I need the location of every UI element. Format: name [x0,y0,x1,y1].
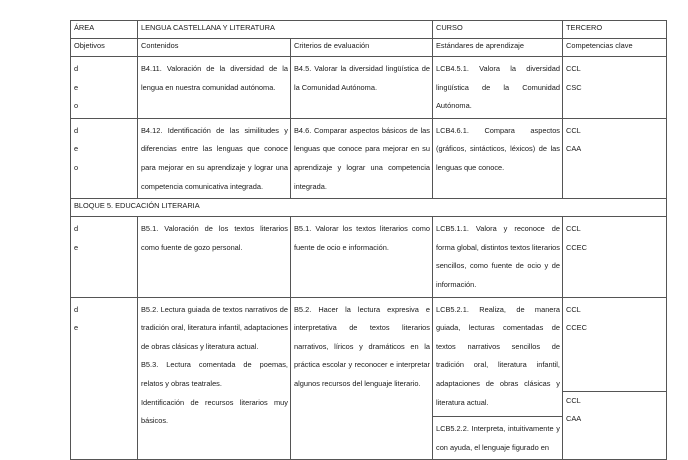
objetivo-item: e [74,82,79,92]
competencia-item: CAA [566,144,582,154]
objetivos-cell [71,57,138,119]
criterios-cell: B5.1. Valorar los textos literarios como fuente de ocio e información. [291,217,433,297]
objetivo-item: d [74,125,79,135]
block-title-row [71,199,667,217]
col-contenidos: Contenidos [138,39,291,57]
criterios-cell: B4.6. Comparar aspectos básicos de las lenguas que conoce para mejorar en su aprendizaje y lograr una competencia integrada. [291,118,433,198]
contenido-paragraph: B5.3. Lectura comentada de poemas, relatos y obras teatrales. [141,360,288,388]
objetivo-item: d [74,304,79,314]
objetivo-item: e [74,323,79,333]
contenidos-cell: B4.11. Valoración de la diversidad de la lengua en nuestra comunidad autónoma. [138,57,291,119]
col-competencias: Competencias clave [563,39,667,57]
curriculum-table-sheet [70,20,667,460]
competencia-item: CCL [566,304,581,314]
table-row [71,57,667,119]
objetivos-cell [71,297,138,460]
estandar-item: LCB5.2.1. Realiza, de manera guiada, lecturas comentadas de textos narrativos sencillos de tradición oral, literatura infantil, adaptaciones de obras clásicas y literatura actual. [433,301,562,418]
block-title: BLOQUE 5. EDUCACIÓN LITERARIA [71,199,667,217]
contenidos-cell: B5.1. Valoración de los textos literarios como fuente de gozo personal. [138,217,291,297]
col-estandares: Estándares de aprendizaje [433,39,563,57]
estandares-cell: LCB5.1.1. Valora y reconoce de forma global, distintos textos literarios sencillos, como fuente de ocio y de información. [433,217,563,297]
contenido-paragraph: Identificación de recursos literarios muy básicos. [141,397,288,426]
competencias-cell [563,217,667,297]
area-value: LENGUA CASTELLANA Y LITERATURA [138,21,433,39]
estandares-cell [433,297,563,460]
contenido-paragraph: B5.2. Lectura guiada de textos narrativos de tradición oral, literatura infantil, adaptaciones de obras clásicas y literatura actual. [141,304,288,351]
competencia-item: CSC [566,82,582,92]
area-header-row [71,21,667,39]
competencia-item: CCEC [566,242,587,252]
competencia-item: CAA [566,414,582,424]
estandares-cell: LCB4.5.1. Valora la diversidad lingüística de la Comunidad Autónoma. [433,57,563,119]
objetivo-item: o [74,162,79,172]
column-header-row [71,39,667,57]
competencia-item: CCL [566,224,581,234]
table-row [71,217,667,297]
competencias-cell [563,297,667,460]
objetivo-item: e [74,242,79,252]
col-criterios: Criterios de evaluación [291,39,433,57]
objetivos-cell [71,217,138,297]
estandares-cell: LCB4.6.1. Compara aspectos (gráficos, sintácticos, léxicos) de las lenguas que conoce. [433,118,563,198]
table-row [71,118,667,198]
curso-label: CURSO [433,21,563,39]
objetivo-item: o [74,101,79,111]
objetivos-cell [71,118,138,198]
curriculum-table [70,20,667,460]
table-row [71,297,667,460]
competencia-item: CCL [566,395,581,405]
col-objetivos: Objetivos [71,39,138,57]
competencia-item: CCEC [566,323,587,333]
criterios-cell: B4.5. Valorar la diversidad lingüística de la Comunidad Autónoma. [291,57,433,119]
competencias-divider [563,338,666,392]
objetivo-item: e [74,144,79,154]
curso-value: TERCERO [563,21,667,39]
competencia-item: CCL [566,125,581,135]
criterios-cell: B5.2. Hacer la lectura expresiva e interpretativa de textos literarios narrativos, líricos y dramáticos en la práctica escolar y reconocer e interpretar algunos recursos del lenguaje literario. [291,297,433,460]
competencia-item: CCL [566,64,581,73]
objetivo-item: d [74,64,79,73]
objetivo-item: d [74,224,79,234]
estandar-item: LCB5.2.2. Interpreta, intuitivamente y con ayuda, el lenguaje figurado en [436,424,560,452]
competencias-cell [563,118,667,198]
contenidos-cell: B4.12. Identificación de las similitudes y diferencias entre las lenguas que conoce para mejorar en su aprendizaje y lograr una competencia comunicativa integrada. [138,118,291,198]
area-label: ÁREA [71,21,138,39]
competencias-cell [563,57,667,119]
contenidos-cell [138,297,291,460]
